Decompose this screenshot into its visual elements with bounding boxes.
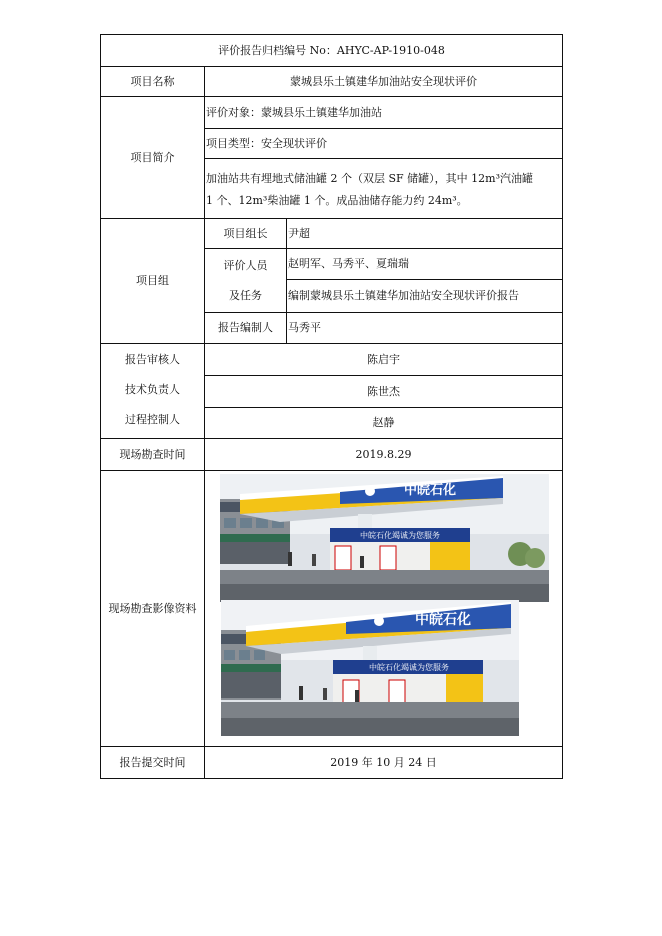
writer-value xyxy=(286,312,563,344)
evaluation-object-text: 评价对象：蒙城县乐土镇建华加油站 xyxy=(206,105,382,119)
project-name-value-text: 蒙城县乐土镇建华加油站安全现状评价 xyxy=(290,74,477,88)
project-name-label xyxy=(100,66,205,97)
leader-value xyxy=(286,218,563,249)
photo-1-sign-text: 中皖石化 xyxy=(403,483,457,498)
gas-station-photo-1 xyxy=(220,474,549,602)
leader-label-text: 项目组长 xyxy=(223,226,268,240)
photo-2-banner-text: 中皖石化竭诚为您服务 xyxy=(369,663,449,672)
project-intro-label xyxy=(100,96,205,219)
submit-time-label xyxy=(100,746,205,779)
photo-1-banner-text: 中皖石化竭诚为您服务 xyxy=(360,531,440,540)
survey-time-value-text: 2019.8.29 xyxy=(355,447,412,461)
leader-label xyxy=(204,218,287,249)
reviewer-value xyxy=(204,343,563,376)
archive-number-text: 评价报告归档编号 No：AHYC-AP-1910-048 xyxy=(218,43,445,57)
writer-label-text: 报告编制人 xyxy=(218,321,273,335)
leader-value-text: 尹超 xyxy=(288,226,310,240)
project-group-label xyxy=(100,218,205,344)
submit-time-value-text: 2019 年 10 月 24 日 xyxy=(330,755,437,769)
task-value xyxy=(286,279,563,313)
task-value-text: 编制蒙城县乐土镇建华加油站安全现状评价报告 xyxy=(288,289,519,303)
project-intro-label-text: 项目简介 xyxy=(130,150,175,164)
writer-value-text: 马秀平 xyxy=(288,321,321,335)
project-description xyxy=(204,158,563,219)
project-name-label-text: 项目名称 xyxy=(130,74,175,88)
submit-time-value xyxy=(204,746,563,779)
survey-time-label-text: 现场勘查时间 xyxy=(119,447,186,461)
evaluators-label-line-2: 及任务 xyxy=(229,288,262,302)
gas-station-photo-2 xyxy=(221,600,519,736)
evaluators-label xyxy=(204,248,287,313)
survey-images-label-text: 现场勘查影像资料 xyxy=(108,601,197,615)
project-description-line-2: 1 个、12m³柴油罐 1 个。成品油储存能力约 24m³。 xyxy=(206,194,468,207)
photo-2-sign-text: 中皖石化 xyxy=(415,612,471,628)
gas-station-photo-1-svg xyxy=(220,474,549,602)
archive-number xyxy=(100,34,563,67)
process-control-value xyxy=(204,407,563,439)
reviewer-value-text: 陈启宇 xyxy=(367,352,400,366)
evaluators-label-line-1: 评价人员 xyxy=(223,258,268,272)
survey-images-label xyxy=(100,470,205,747)
evaluators-value xyxy=(286,248,563,280)
project-group-label-text: 项目组 xyxy=(136,274,169,288)
evaluators-value-text: 赵明军、马秀平、夏瑞瑞 xyxy=(288,257,409,271)
project-description-line-1: 加油站共有埋地式储油罐 2 个（双层 SF 储罐），其中 12m³汽油罐 xyxy=(206,172,533,185)
review-labels xyxy=(100,343,205,439)
gas-station-photo-2-svg xyxy=(221,600,519,736)
survey-time-value xyxy=(204,438,563,471)
project-type xyxy=(204,128,563,159)
project-name-value xyxy=(204,66,563,97)
project-type-text: 项目类型：安全现状评价 xyxy=(206,136,327,150)
submit-time-label-text: 报告提交时间 xyxy=(119,755,186,769)
process-control-value-text: 赵静 xyxy=(372,416,395,430)
writer-label xyxy=(204,312,287,344)
reviewer-label: 报告审核人 xyxy=(125,353,180,367)
tech-lead-label: 技术负责人 xyxy=(125,383,180,397)
tech-lead-value xyxy=(204,375,563,408)
tech-lead-value-text: 陈世杰 xyxy=(367,384,400,398)
survey-time-label xyxy=(100,438,205,471)
process-control-label: 过程控制人 xyxy=(125,413,180,427)
evaluation-object xyxy=(204,96,563,129)
